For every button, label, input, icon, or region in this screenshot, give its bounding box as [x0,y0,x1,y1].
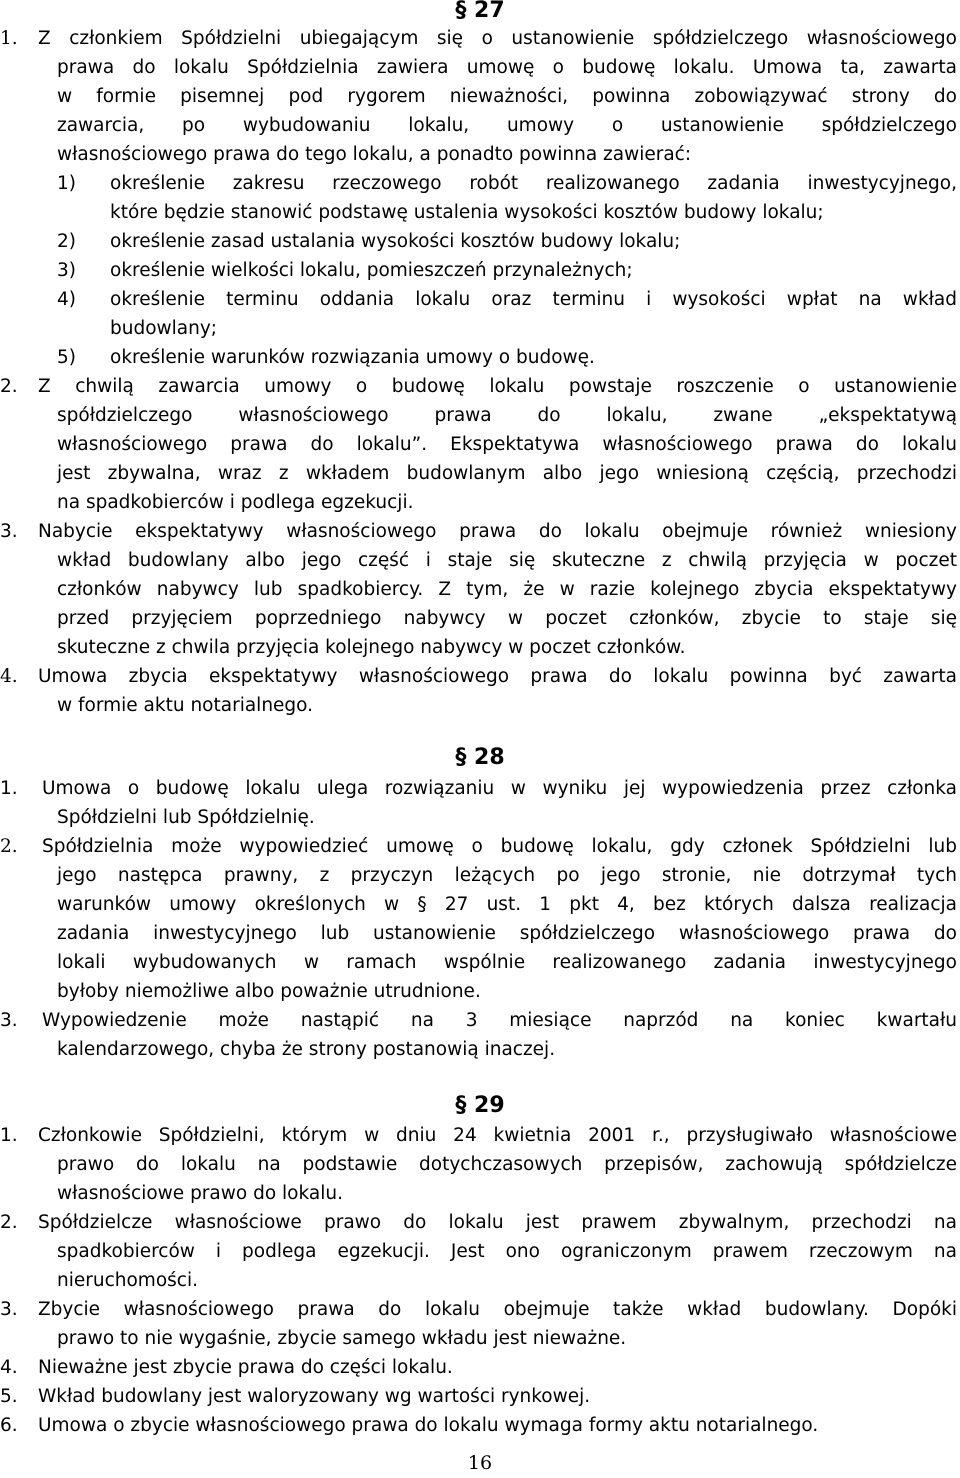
text-line [0,633,960,662]
text-line-content: Z członkiem Spółdzielni ubiegającym się o ustanowienie spółdzielczego własnościowego [38,28,957,49]
text-line-content: jest zbywalna, wraz z wkładem budowlanym albo jego wniesioną częścią, przechodzi [57,463,957,484]
text-line-content: określenie warunków rozwiązania umowy o budowę. [110,347,595,368]
text-line [0,285,960,314]
paragraph-number: 4. [0,666,18,687]
text-line-content: wkład budowlany albo jego część i staje się skuteczne z chwilą przyjęcia w poczet [57,550,957,571]
list-item-number: 5) [57,347,76,368]
text-line [0,24,960,53]
text-line-content: własnościowego prawa do tego lokalu, a ponadto powinna zawierać: [57,144,692,165]
text-line-content: własnościowe prawo do lokalu. [57,1183,343,1204]
text-line [0,53,960,82]
text-line [0,774,960,803]
text-line-content: Umowa o zbycie własnościowego prawa do lokalu wymaga formy aktu notarialnego. [38,1415,819,1436]
text-line [0,803,960,832]
text-line-content: skuteczne z chwila przyjęcia kolejnego nabywcy w poczet członków. [57,637,686,658]
text-line-content: Wkład budowlany jest waloryzowany wg wartości rynkowej. [38,1386,591,1407]
text-line-content: warunków umowy określonych w § 27 ust. 1 pkt 4, bez których dalsza realizacja [57,894,957,915]
text-line-content: spółdzielczego własnościowego prawa do lokalu, zwane „ekspektatywą [57,405,957,426]
text-line [0,401,960,430]
text-line [0,948,960,977]
text-line [0,861,960,890]
text-line [0,256,960,285]
text-line-content: Umowa zbycia ekspektatywy własnościowego prawa do lokalu powinna być zawarta [38,666,957,687]
text-line-content: Członkowie Spółdzielni, którym w dniu 24 kwietnia 2001 r., przysługiwało własnościowe [38,1125,957,1146]
text-line-content: jego następca prawny, z przyczyn leżących po jego stronie, nie dotrzymał tych [57,865,957,886]
text-line-content: w formie aktu notarialnego. [57,695,314,716]
text-line [0,604,960,633]
text-line [0,314,960,343]
paragraph-number: 2. [0,1212,18,1233]
list-item-number: 1) [57,173,76,194]
text-line [0,575,960,604]
text-line [0,1411,960,1440]
text-line [0,372,960,401]
text-line-content: które będzie stanowić podstawę ustalenia wysokości kosztów budowy lokalu; [110,202,824,223]
text-line-content: w formie pisemnej pod rygorem nieważności, powinna zobowiązywać strony do [57,86,957,107]
text-line-content: Wypowiedzenie może nastąpić na 3 miesiące naprzód na koniec kwartału [42,1010,957,1031]
text-line-content: członków nabywcy lub spadkobiercy. Z tym, że w razie kolejnego zbycia ekspektatywy [57,579,957,600]
section-heading-28: § 28 [455,745,505,770]
text-line [0,111,960,140]
text-line [0,488,960,517]
text-line [0,1121,960,1150]
text-line [0,430,960,459]
text-line-content: Umowa o budowę lokalu ulega rozwiązaniu w wyniku jej wypowiedzenia przez członka [42,778,957,799]
text-line-content: Nabycie ekspektatywy własnościowego prawa do lokalu obejmuje również wniesiony [38,521,957,542]
text-line [0,977,960,1006]
text-line-content: określenie zakresu rzeczowego robót realizowanego zadania inwestycyjnego, [110,173,957,194]
text-line [0,343,960,372]
text-line [0,662,960,691]
text-line-content: byłoby niemożliwe albo poważnie utrudnione. [57,981,481,1002]
text-line-content: określenie terminu oddania lokalu oraz terminu i wysokości wpłat na wkład [110,289,957,310]
section-heading-29: § 29 [455,1093,505,1118]
text-line [0,517,960,546]
text-line-content: zawarcia, po wybudowaniu lokalu, umowy o ustanowienie spółdzielczego [57,115,957,136]
text-line-content: nieruchomości. [57,1270,198,1291]
text-line-content: określenie wielkości lokalu, pomieszczeń przynależnych; [110,260,633,281]
paragraph-number: 3. [0,1299,18,1320]
list-item-number: 2) [57,231,76,252]
paragraph-number: 1. [0,1125,18,1146]
text-line [0,227,960,256]
paragraph-number: 2. [0,836,18,857]
text-line [0,198,960,227]
paragraph-number: 1. [0,28,18,49]
text-line [0,1035,960,1064]
text-line [0,1006,960,1035]
text-line-content: prawo to nie wygaśnie, zbycie samego wkładu jest nieważne. [57,1328,627,1349]
paragraph-number: 5. [0,1386,18,1407]
paragraph-number: 6. [0,1415,18,1436]
text-line [0,169,960,198]
text-line-content: Nieważne jest zbycie prawa do części lokalu. [38,1357,453,1378]
paragraph-number: 2. [0,376,18,397]
paragraph-number: 4. [0,1357,18,1378]
text-line-content: na spadkobierców i podlega egzekucji. [57,492,414,513]
page-number: 16 [467,1452,493,1474]
list-item-number: 3) [57,260,76,281]
text-line-content: zadania inwestycyjnego lub ustanowienie spółdzielczego własnościowego prawa do [57,923,957,944]
text-line-content: prawa do lokalu Spółdzielnia zawiera umowę o budowę lokalu. Umowa ta, zawarta [57,57,957,78]
text-line-content: przed przyjęciem poprzedniego nabywcy w poczet członków, zbycie to staje się [57,608,957,629]
text-line-content: budowlany; [110,318,218,339]
text-line [0,1237,960,1266]
text-line [0,1324,960,1353]
text-line [0,691,960,720]
text-line-content: lokali wybudowanych w ramach wspólnie realizowanego zadania inwestycyjnego [57,952,957,973]
text-line-content: Spółdzielcze własnościowe prawo do lokalu jest prawem zbywalnym, przechodzi na [38,1212,957,1233]
text-line [0,82,960,111]
text-line-content: spadkobierców i podlega egzekucji. Jest ono ograniczonym prawem rzeczowym na [57,1241,957,1262]
text-line [0,1295,960,1324]
text-line-content: Z chwilą zawarcia umowy o budowę lokalu powstaje roszczenie o ustanowienie [38,376,957,397]
text-line [0,1179,960,1208]
text-line [0,1150,960,1179]
text-line [0,546,960,575]
text-line-content: prawo do lokalu na podstawie dotychczasowych przepisów, zachowują spółdzielcze [57,1154,957,1175]
text-line [0,1208,960,1237]
text-line [0,919,960,948]
text-line [0,1266,960,1295]
text-line-content: Spółdzielni lub Spółdzielnię. [57,807,315,828]
list-item-number: 4) [57,289,76,310]
text-line-content: określenie zasad ustalania wysokości kosztów budowy lokalu; [110,231,681,252]
text-line [0,1353,960,1382]
text-line-content: Zbycie własnościowego prawa do lokalu obejmuje także wkład budowlany. Dopóki [38,1299,957,1320]
paragraph-number: 3. [0,521,18,542]
text-line [0,140,960,169]
text-line [0,890,960,919]
text-line-content: własnościowego prawa do lokalu”. Ekspektatywa własnościowego prawa do lokalu [57,434,957,455]
paragraph-number: 3. [0,1010,18,1031]
text-line [0,1382,960,1411]
text-line-content: Spółdzielnia może wypowiedzieć umowę o budowę lokalu, gdy członek Spółdzielni lub [42,836,957,857]
paragraph-number: 1. [0,778,18,799]
text-line-content: kalendarzowego, chyba że strony postanowią inaczej. [57,1039,556,1060]
text-line [0,459,960,488]
section-heading-27: § 27 [455,0,505,23]
text-line [0,832,960,861]
